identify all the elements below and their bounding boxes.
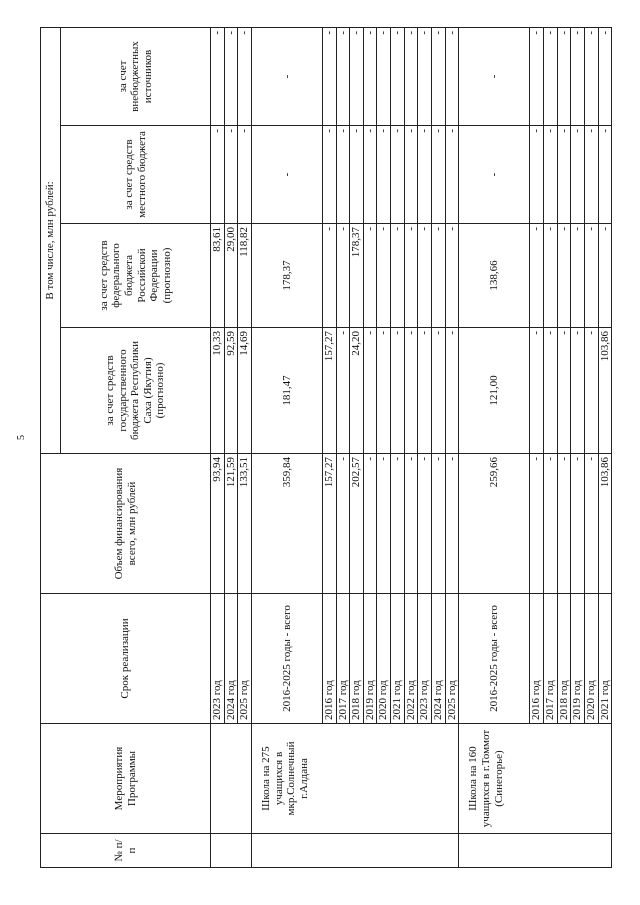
term-cell: 2021 год [598, 594, 612, 724]
local-cell: - [584, 126, 598, 224]
state-cell: - [543, 328, 557, 454]
event-cell: Школа на 160 учащихся в г.Томмот (Синегорье) [459, 724, 612, 834]
federal-cell: - [336, 224, 350, 328]
state-cell: 14,69 [238, 328, 252, 454]
federal-cell: - [377, 224, 391, 328]
federal-cell: - [391, 224, 405, 328]
federal-cell: - [322, 224, 336, 328]
local-cell: - [322, 126, 336, 224]
term-cell: 2016 год [530, 594, 544, 724]
term-cell: 2016-2025 годы - всего [251, 594, 322, 724]
extra-cell: - [391, 27, 405, 125]
table-row-summary [459, 27, 530, 867]
total-cell: - [363, 454, 377, 594]
extra-cell: - [238, 27, 252, 125]
header-federal: за счет средств федерального бюджета Российской Федерации (прогнозно) [61, 224, 211, 328]
financing-table [40, 27, 612, 868]
term-cell: 2016-2025 годы - всего [459, 594, 530, 724]
state-cell: 24,20 [350, 328, 364, 454]
extra-cell: - [377, 27, 391, 125]
extra-cell: - [224, 27, 238, 125]
total-cell: 202,57 [350, 454, 364, 594]
page-number: 5 [16, 435, 27, 440]
total-cell: - [404, 454, 418, 594]
total-cell: 157,27 [322, 454, 336, 594]
extra-cell: - [530, 27, 544, 125]
federal-cell: 178,37 [251, 224, 322, 328]
term-cell: 2021 год [391, 594, 405, 724]
extra-cell: - [418, 27, 432, 125]
federal-cell: 178,37 [350, 224, 364, 328]
extra-cell: - [322, 27, 336, 125]
header-event: Мероприятия Программы [41, 724, 211, 834]
local-cell: - [571, 126, 585, 224]
term-cell: 2019 год [363, 594, 377, 724]
state-cell: 157,27 [322, 328, 336, 454]
local-cell: - [363, 126, 377, 224]
federal-cell: - [530, 224, 544, 328]
local-cell: - [238, 126, 252, 224]
state-cell: - [445, 328, 459, 454]
local-cell: - [418, 126, 432, 224]
state-cell: - [404, 328, 418, 454]
header-extra: за счет внебюджетных источников [61, 27, 211, 125]
local-cell: - [445, 126, 459, 224]
total-cell: 121,59 [224, 454, 238, 594]
event-cell: Школа на 275 учащихся в мкр.Солнечный г.Алдана [251, 724, 458, 834]
table-row [211, 27, 225, 867]
extra-cell: - [571, 27, 585, 125]
federal-cell: 118,82 [238, 224, 252, 328]
federal-cell: - [363, 224, 377, 328]
extra-cell: - [350, 27, 364, 125]
federal-cell: - [404, 224, 418, 328]
total-cell: - [584, 454, 598, 594]
state-cell: - [391, 328, 405, 454]
extra-cell: - [404, 27, 418, 125]
federal-cell: - [418, 224, 432, 328]
state-cell: - [363, 328, 377, 454]
total-cell: 93,94 [211, 454, 225, 594]
local-cell: - [598, 126, 612, 224]
local-cell: - [459, 126, 530, 224]
total-cell: - [530, 454, 544, 594]
header-local: за счет средств местного бюджета [61, 126, 211, 224]
extra-cell: - [251, 27, 322, 125]
extra-cell: - [543, 27, 557, 125]
term-cell: 2023 год [211, 594, 225, 724]
num-cell [251, 834, 458, 868]
state-cell: 92,59 [224, 328, 238, 454]
state-cell: - [377, 328, 391, 454]
total-cell: - [418, 454, 432, 594]
local-cell: - [350, 126, 364, 224]
extra-cell: - [211, 27, 225, 125]
state-cell: - [584, 328, 598, 454]
state-cell: 181,47 [251, 328, 322, 454]
extra-cell: - [584, 27, 598, 125]
header-num: № п/п [41, 834, 211, 868]
extra-cell: - [432, 27, 446, 125]
header-total: Объем финансирования всего, млн рублей [41, 454, 211, 594]
extra-cell: - [557, 27, 571, 125]
term-cell: 2017 год [336, 594, 350, 724]
num-cell [211, 834, 252, 868]
total-cell: 359,84 [251, 454, 322, 594]
term-cell: 2025 год [445, 594, 459, 724]
federal-cell: - [557, 224, 571, 328]
federal-cell: 138,66 [459, 224, 530, 328]
term-cell: 2025 год [238, 594, 252, 724]
total-cell: - [543, 454, 557, 594]
total-cell: - [432, 454, 446, 594]
event-cell [211, 724, 252, 834]
federal-cell: - [584, 224, 598, 328]
term-cell: 2018 год [350, 594, 364, 724]
federal-cell: - [432, 224, 446, 328]
local-cell: - [211, 126, 225, 224]
local-cell: - [224, 126, 238, 224]
state-cell: - [530, 328, 544, 454]
federal-cell: 29,00 [224, 224, 238, 328]
state-cell: - [557, 328, 571, 454]
total-cell: - [557, 454, 571, 594]
term-cell: 2020 год [584, 594, 598, 724]
total-cell: - [336, 454, 350, 594]
extra-cell: - [363, 27, 377, 125]
local-cell: - [391, 126, 405, 224]
total-cell: - [391, 454, 405, 594]
total-cell: 103,86 [598, 454, 612, 594]
local-cell: - [432, 126, 446, 224]
total-cell: 133,51 [238, 454, 252, 594]
state-cell: - [336, 328, 350, 454]
local-cell: - [336, 126, 350, 224]
extra-cell: - [445, 27, 459, 125]
header-group: В том числе, млн рублей: [41, 27, 61, 453]
federal-cell: - [571, 224, 585, 328]
state-cell: 103,86 [598, 328, 612, 454]
local-cell: - [543, 126, 557, 224]
total-cell: - [377, 454, 391, 594]
num-cell [459, 834, 612, 868]
term-cell: 2016 год [322, 594, 336, 724]
term-cell: 2024 год [224, 594, 238, 724]
term-cell: 2020 год [377, 594, 391, 724]
term-cell: 2022 год [404, 594, 418, 724]
federal-cell: - [598, 224, 612, 328]
federal-cell: 83,61 [211, 224, 225, 328]
header-term: Срок реализации [41, 594, 211, 724]
header-state: за счет средств государственного бюджета Республики Саха (Якутия) (прогнозно) [61, 328, 211, 454]
total-cell: 259,66 [459, 454, 530, 594]
term-cell: 2019 год [571, 594, 585, 724]
local-cell: - [557, 126, 571, 224]
local-cell: - [377, 126, 391, 224]
extra-cell: - [598, 27, 612, 125]
federal-cell: - [445, 224, 459, 328]
local-cell: - [251, 126, 322, 224]
local-cell: - [404, 126, 418, 224]
local-cell: - [530, 126, 544, 224]
term-cell: 2017 год [543, 594, 557, 724]
extra-cell: - [459, 27, 530, 125]
state-cell: 121,00 [459, 328, 530, 454]
federal-cell: - [543, 224, 557, 328]
state-cell: - [571, 328, 585, 454]
term-cell: 2024 год [432, 594, 446, 724]
state-cell: - [418, 328, 432, 454]
term-cell: 2018 год [557, 594, 571, 724]
total-cell: - [571, 454, 585, 594]
total-cell: - [445, 454, 459, 594]
term-cell: 2023 год [418, 594, 432, 724]
extra-cell: - [336, 27, 350, 125]
state-cell: - [432, 328, 446, 454]
state-cell: 10,33 [211, 328, 225, 454]
table-row-summary [251, 27, 322, 867]
rotated-table-wrapper [40, 28, 610, 868]
